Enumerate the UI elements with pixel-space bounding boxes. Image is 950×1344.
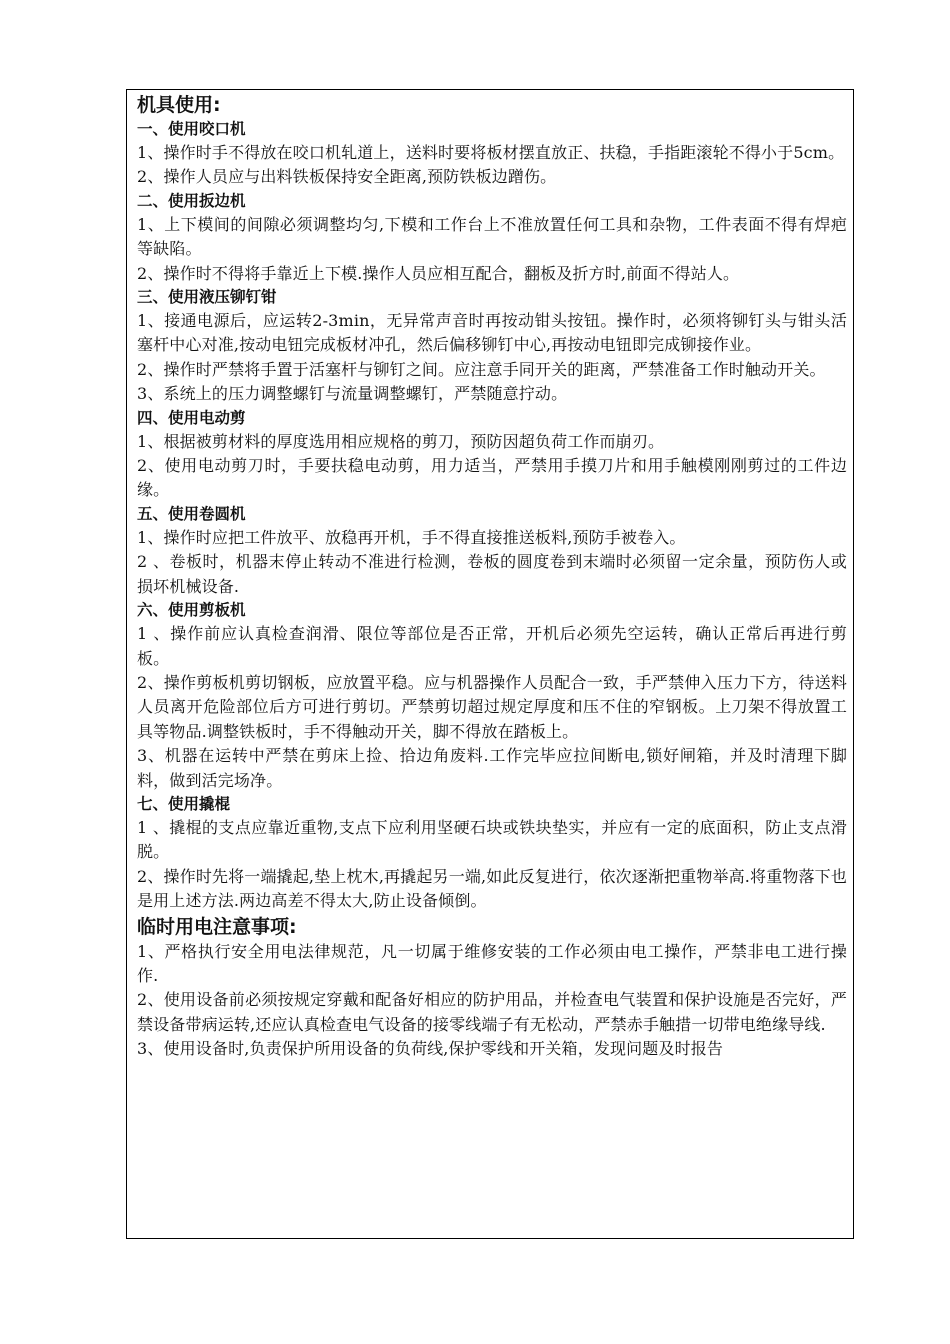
paragraph: 3、机器在运转中严禁在剪床上捡、拾边角废料.工作完毕应拉间断电,锁好闸箱，并及时清理下脚料，做到活完场净。 (137, 746, 847, 790)
paragraph: 2 、卷板时，机器末停止转动不准进行检测，卷板的圆度卷到末端时必须留一定余量，预防伤人或损坏机械设备. (137, 552, 847, 596)
paragraph: 2、使用电动剪刀时，手要扶稳电动剪，用力适当，严禁用手摸刀片和用手触模刚刚剪过的工件边缘。 (137, 456, 847, 500)
paragraph: 2、操作剪板机剪切钢板，应放置平稳。应与机器操作人员配合一致，手严禁伸入压力下方，待送料人员离开危险部位后方可进行剪切。严禁剪切超过规定厚度和压不住的窄钢板。上刀架不得放置工具等物品.调整铁板时，手不得触动开关，脚不得放在踏板上。 (137, 672, 847, 741)
section-crowbar (137, 793, 847, 914)
section-electric-shears (137, 407, 847, 503)
subheading: 一、使用咬口机 (137, 120, 246, 138)
paragraph: 2、操作时不得将手靠近上下模.操作人员应相互配合，翻板及折方时,前面不得站人。 (137, 263, 740, 283)
paragraph: 1、操作时手不得放在咬口机轧道上，送料时要将板材摆直放正、扶稳，手指距滚轮不得小于5cm。 (137, 143, 845, 162)
subheading: 五、使用卷圆机 (137, 504, 246, 523)
paragraph: 1、严格执行安全用电法律规范，凡一切属于维修安装的工作必须由电工操作，严禁非电工进行操作. (137, 941, 847, 985)
subheading: 四、使用电动剪 (137, 408, 246, 427)
section-title-machinery: 机具使用: (137, 94, 221, 116)
paragraph: 2、操作时先将一端撬起,垫上枕木,再撬起另一端,如此反复进行，依次逐渐把重物举高.将重物落下也是用上述方法.两边高差不得太大,防止设备倾倒。 (137, 866, 847, 911)
section-rolling-machine (137, 503, 847, 599)
paragraph: 3、使用设备时,负责保护所用设备的负荷线,保护零线和开关箱，发现问题及时报告 (137, 1039, 724, 1059)
section-hydraulic-riveter (137, 286, 847, 407)
section-crimping-machine (137, 118, 847, 190)
paragraph: 3、系统上的压力调整螺钉与流量调整螺钉，严禁随意拧动。 (137, 384, 568, 404)
document-frame (126, 89, 854, 1239)
paragraph: 1、上下模间的间隙必须调整均匀,下模和工作台上不准放置任何工具和杂物，工件表面不得有焊疤等缺陷。 (137, 214, 847, 259)
paragraph: 1 、操作前应认真检查润滑、限位等部位是否正常，开机后必须先空运转，确认正常后再进行剪板。 (137, 624, 847, 668)
section-shearing-machine (137, 599, 847, 793)
subheading: 三、使用液压铆钉钳 (137, 288, 277, 307)
paragraph: 2、操作时严禁将手置于活塞杆与铆钉之间。应注意手同开关的距离，严禁准备工作时触动开关。 (137, 359, 826, 379)
subheading: 六、使用剪板机 (137, 601, 246, 620)
paragraph: 2、使用设备前必须按规定穿戴和配备好相应的防护用品，并检查电气装置和保护设施是否完好，严禁设备带病运转,还应认真检查电气设备的接零线端子有无松动，严禁赤手触措一切带电绝缘导线. (137, 990, 847, 1034)
subheading: 七、使用撬棍 (137, 794, 231, 813)
section-flanging-machine (137, 190, 847, 286)
paragraph: 1、操作时应把工件放平、放稳再开机，手不得直接推送板料,预防手被卷入。 (137, 527, 686, 547)
section-title-electricity: 临时用电注意事项: (137, 915, 297, 938)
paragraph: 2、操作人员应与出料铁板保持安全距离,预防铁板边蹭伤。 (137, 167, 557, 187)
subheading: 二、使用扳边机 (137, 191, 246, 210)
paragraph: 1、根据被剪材料的厚度选用相应规格的剪刀，预防因超负荷工作而崩刃。 (137, 431, 665, 451)
paragraph: 1、接通电源后，应运转2-3min，无异常声音时再按动钳头按钮。操作时，必须将铆钉头与钳头活塞杆中心对准,按动电钮完成板材冲孔，然后偏移铆钉中心,再按动电钮即完成铆接作业。 (137, 311, 847, 355)
paragraph: 1 、撬棍的支点应靠近重物,支点下应利用坚硬石块或铁块垫实，并应有一定的底面积，防止支点滑脱。 (137, 817, 847, 862)
document-content (137, 92, 847, 1062)
